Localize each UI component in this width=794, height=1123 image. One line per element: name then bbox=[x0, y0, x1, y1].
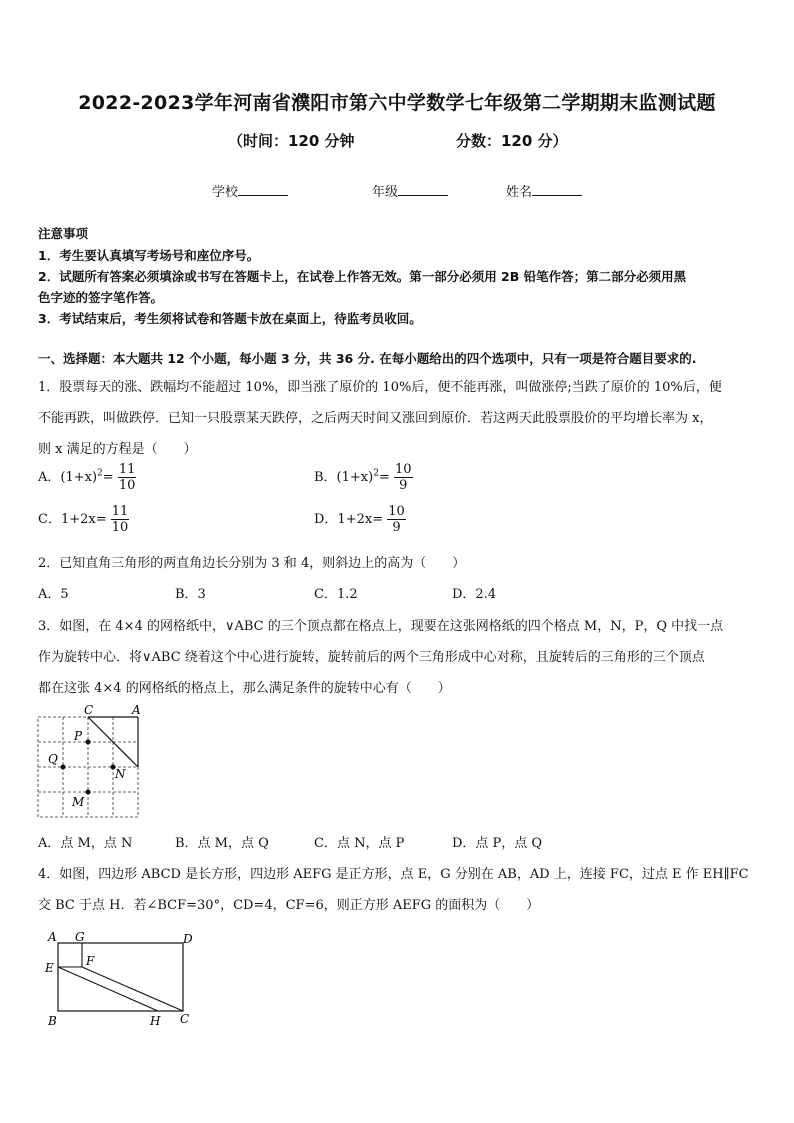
q1-b-eq: = bbox=[378, 470, 390, 485]
q2-option-d: D．2.4 bbox=[452, 587, 497, 602]
label-f: F bbox=[86, 954, 95, 968]
name-field bbox=[506, 181, 582, 200]
q1-a-fraction bbox=[118, 462, 137, 493]
q1-a-label: A．(1+x) bbox=[38, 470, 98, 485]
q1-b-sup: 2 bbox=[373, 468, 379, 479]
q1-option-a bbox=[38, 462, 136, 493]
section-heading: 一、选择题：本大题共 12 个小题，每小题 3 分，共 36 分. 在每小题给出的四个选项中，只有一项是符合题目要求的. bbox=[38, 351, 697, 366]
label-b: B bbox=[48, 1014, 57, 1028]
point-m bbox=[86, 790, 91, 795]
q1-b-num: 10 bbox=[394, 462, 412, 477]
rectangle-abcd bbox=[58, 943, 183, 1011]
label-a: A bbox=[132, 703, 141, 717]
q1-b-fraction bbox=[394, 462, 413, 493]
notice-item-3: 3．考试结束后，考生须将试卷和答题卡放在桌面上，待监考员收回。 bbox=[38, 311, 422, 326]
notice-heading: 注意事项 bbox=[38, 226, 89, 241]
notice-item-2a: 2．试题所有答案必须填涂或书写在答题卡上，在试卷上作答无效。第一部分必须用 2B 铅笔作答；第二部分必须用黑 bbox=[38, 269, 687, 284]
q3-option-a: A．点 M，点 N bbox=[38, 836, 133, 851]
q1-d-den: 9 bbox=[392, 520, 401, 535]
label-p: P bbox=[74, 729, 83, 743]
label-d: D bbox=[183, 932, 193, 946]
q1-c-fraction bbox=[111, 504, 130, 535]
label-g: G bbox=[75, 930, 85, 944]
label-c: C bbox=[180, 1012, 190, 1026]
label-h: H bbox=[150, 1014, 161, 1028]
grade-field bbox=[372, 181, 448, 200]
q4-line1: 4．如图，四边形 ABCD 是长方形，四边形 AEFG 是正方形，点 E，G 分别在 AB，AD 上，连接 FC，过点 E 作 EH∥FC bbox=[38, 867, 749, 882]
q2-option-c: C．1.2 bbox=[314, 587, 358, 602]
school-label: 学校 bbox=[212, 185, 239, 200]
grade-label: 年级 bbox=[372, 185, 399, 200]
notice-item-2b: 色字迹的签字笔作答。 bbox=[38, 290, 164, 305]
q1-a-sup: 2 bbox=[97, 468, 103, 479]
school-field bbox=[212, 181, 288, 200]
q1-c-label: C．1+2x= bbox=[38, 512, 107, 527]
exam-time: （时间：120 分钟 bbox=[228, 132, 355, 150]
label-a: A bbox=[48, 930, 57, 944]
q1-a-den: 10 bbox=[118, 478, 136, 493]
notice-item-1: 1．考生要认真填写考场号和座位序号。 bbox=[38, 248, 260, 263]
q1-option-d bbox=[314, 504, 406, 535]
q2-option-b: B．3 bbox=[175, 587, 206, 602]
label-m: M bbox=[72, 795, 85, 809]
q1-d-fraction bbox=[387, 504, 406, 535]
q1-line3: 则 x 满足的方程是（ ） bbox=[38, 442, 197, 457]
name-blank bbox=[532, 182, 582, 196]
q1-option-c bbox=[38, 504, 129, 535]
q1-line1: 1．股票每天的涨、跌幅均不能超过 10%，即当涨了原价的 10%后，便不能再涨，叫做涨停;当跌了原价的 10%后，便 bbox=[38, 380, 722, 395]
q3-option-b: B．点 M，点 Q bbox=[175, 836, 269, 851]
q1-a-eq: = bbox=[102, 470, 114, 485]
school-blank bbox=[238, 182, 288, 196]
label-n: N bbox=[115, 767, 126, 781]
grade-blank bbox=[398, 182, 448, 196]
q1-b-den: 9 bbox=[399, 478, 408, 493]
name-label: 姓名 bbox=[506, 185, 533, 200]
square-aefg bbox=[58, 943, 82, 967]
label-e: E bbox=[45, 961, 54, 975]
q4-line2: 交 BC 于点 H．若∠BCF=30°，CD=4，CF=6，则正方形 AEFG 的面积为（ ） bbox=[38, 898, 540, 913]
q1-b-label: B．(1+x) bbox=[314, 470, 374, 485]
q1-c-num: 11 bbox=[111, 504, 129, 519]
q2-option-a: A．5 bbox=[38, 587, 69, 602]
q3-line3: 都在这张 4×4 的网格纸的格点上，那么满足条件的旋转中心有（ ） bbox=[38, 681, 451, 696]
q2-stem: 2．已知直角三角形的两直角边长分别为 3 和 4，则斜边上的高为（ ） bbox=[38, 556, 466, 571]
label-q: Q bbox=[48, 752, 58, 766]
q3-option-d: D．点 P，点 Q bbox=[452, 836, 543, 851]
q1-c-den: 10 bbox=[111, 520, 129, 535]
q1-option-b bbox=[314, 462, 413, 493]
q1-a-num: 11 bbox=[118, 462, 136, 477]
q1-line2: 不能再跌，叫做跌停．已知一只股票某天跌停，之后两天时间又涨回到原价．若这两天此股票股价的平均增长率为 x， bbox=[38, 411, 713, 426]
q4-rectangle-figure bbox=[40, 925, 210, 1035]
exam-title: 2022-2023学年河南省濮阳市第六中学数学七年级第二学期期末监测试题 bbox=[78, 92, 716, 114]
q3-grid-figure bbox=[30, 700, 150, 820]
q3-line1: 3．如图，在 4×4 的网格纸中，∨ABC 的三个顶点都在格点上，现要在这张网格纸的四个格点 M，N，P，Q 中找一点 bbox=[38, 619, 724, 634]
q3-option-c: C．点 N，点 P bbox=[314, 836, 405, 851]
q3-line2: 作为旋转中心．将∨ABC 绕着这个中心进行旋转，旋转前后的两个三角形成中心对称，且旋转后的三角形的三个顶点 bbox=[38, 650, 705, 665]
label-c: C bbox=[84, 703, 94, 717]
q1-d-num: 10 bbox=[388, 504, 405, 519]
q1-d-label: D．1+2x= bbox=[314, 512, 384, 527]
segments-fc-eh bbox=[58, 967, 183, 1011]
point-q bbox=[61, 765, 66, 770]
exam-score: 分数：120 分） bbox=[456, 132, 568, 150]
point-p bbox=[86, 740, 91, 745]
